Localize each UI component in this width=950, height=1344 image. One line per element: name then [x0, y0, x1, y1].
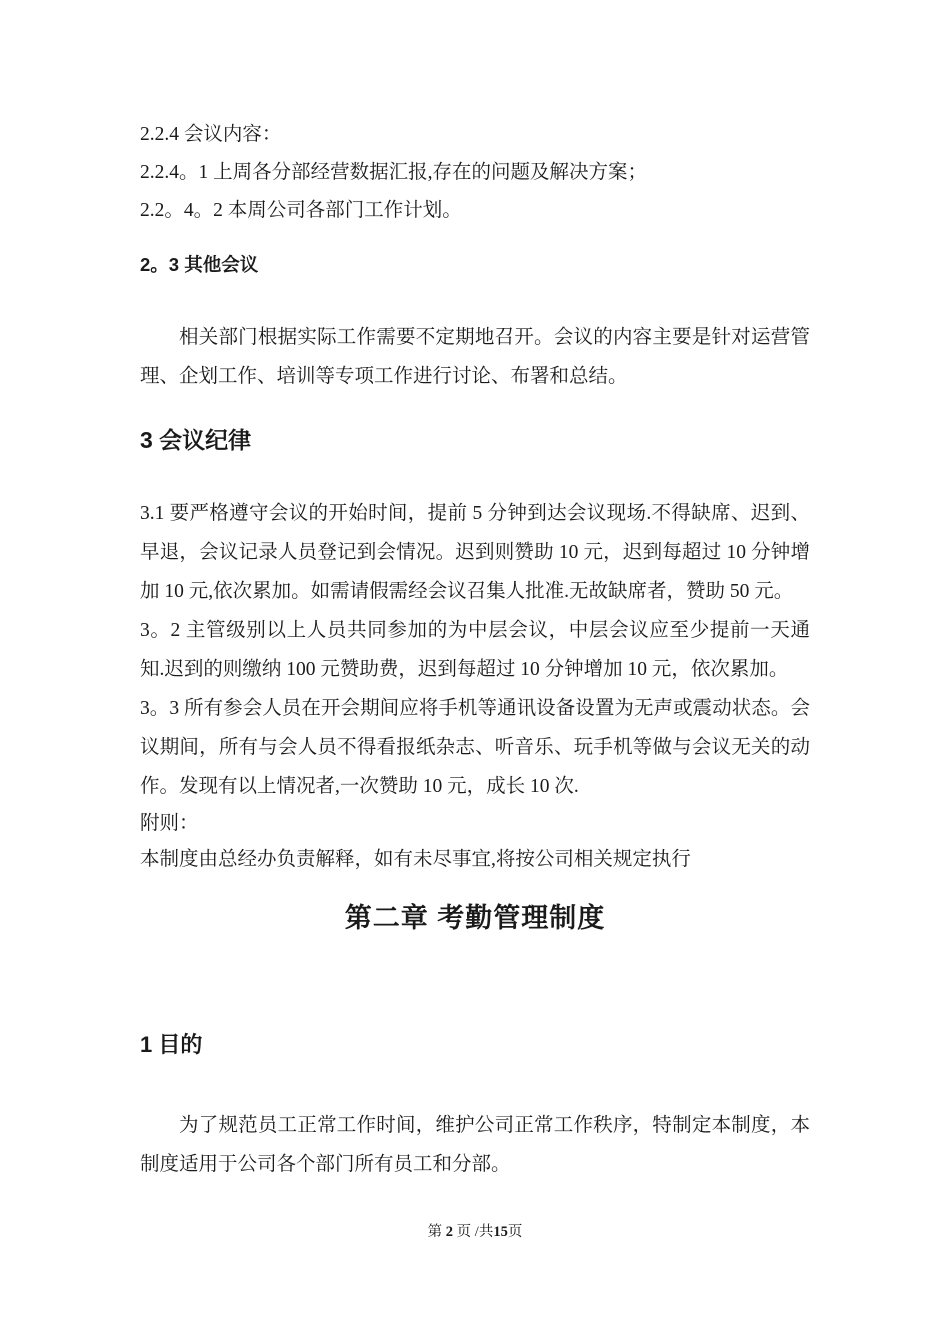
- paragraph-purpose: 为了规范员工正常工作时间，维护公司正常工作秩序，特制定本制度，本制度适用于公司各个部门所有员工和分部。: [140, 1115, 810, 1175]
- sub-heading-other-meetings: 2。3 其他会议: [140, 254, 259, 275]
- numbered-clause: 2.2.4。1 上周各分部经营数据汇报,存在的问题及解决方案；: [140, 162, 648, 183]
- footer-total-suffix: 页: [507, 1224, 523, 1240]
- chapter-title: 第二章 考勤管理制度: [344, 903, 606, 933]
- numbered-clause: 2.2.4 会议内容：: [140, 124, 282, 145]
- numbered-clause: 2.2。4。2 本周公司各部门工作计划。: [140, 200, 462, 221]
- supplementary-label: 附则：: [140, 813, 199, 834]
- paragraph-clause-3-1: 3.1 要严格遵守会议的开始时间，提前 5 分钟到达会议现场.不得缺席、迟到、早退，会议记录人员登记到会情况。迟到则赞助 10 元，迟到每超过 10 分钟增加 10 元,依次累加。如需请假需经会议召集人批准.无故缺席者，赞助 50 元。: [140, 503, 810, 602]
- footer-total-prefix: /共: [474, 1224, 494, 1240]
- paragraph: 相关部门根据实际工作需要不定期地召开。会议的内容主要是针对运营管理、企划工作、培训等专项工作进行讨论、布署和总结。: [140, 327, 810, 387]
- paragraph-clause-3-2: 3。2 主管级别以上人员共同参加的为中层会议，中层会议应至少提前一天通知.迟到的则缴纳 100 元赞助费，迟到每超过 10 分钟增加 10 元，依次累加。: [140, 620, 810, 680]
- footer-page-suffix: 页: [453, 1224, 475, 1240]
- footer-page-number: 2: [445, 1224, 454, 1240]
- section-heading-meeting-discipline: 3 会议纪律: [140, 427, 252, 453]
- footer-total-pages: 15: [493, 1224, 508, 1240]
- supplementary-text: 本制度由总经办负责解释，如有未尽事宜,将按公司相关规定执行: [140, 849, 691, 870]
- page-footer: [0, 1222, 950, 1242]
- paragraph-clause-3-3: 3。3 所有参会人员在开会期间应将手机等通讯设备设置为无声或震动状态。会议期间，所有与会人员不得看报纸杂志、听音乐、玩手机等做与会议无关的动作。发现有以上情况者,一次赞助 10 元，成长 10 次.: [140, 698, 810, 797]
- footer-page-prefix: 第: [427, 1224, 446, 1240]
- section-heading-purpose: 1 目的: [140, 1032, 203, 1057]
